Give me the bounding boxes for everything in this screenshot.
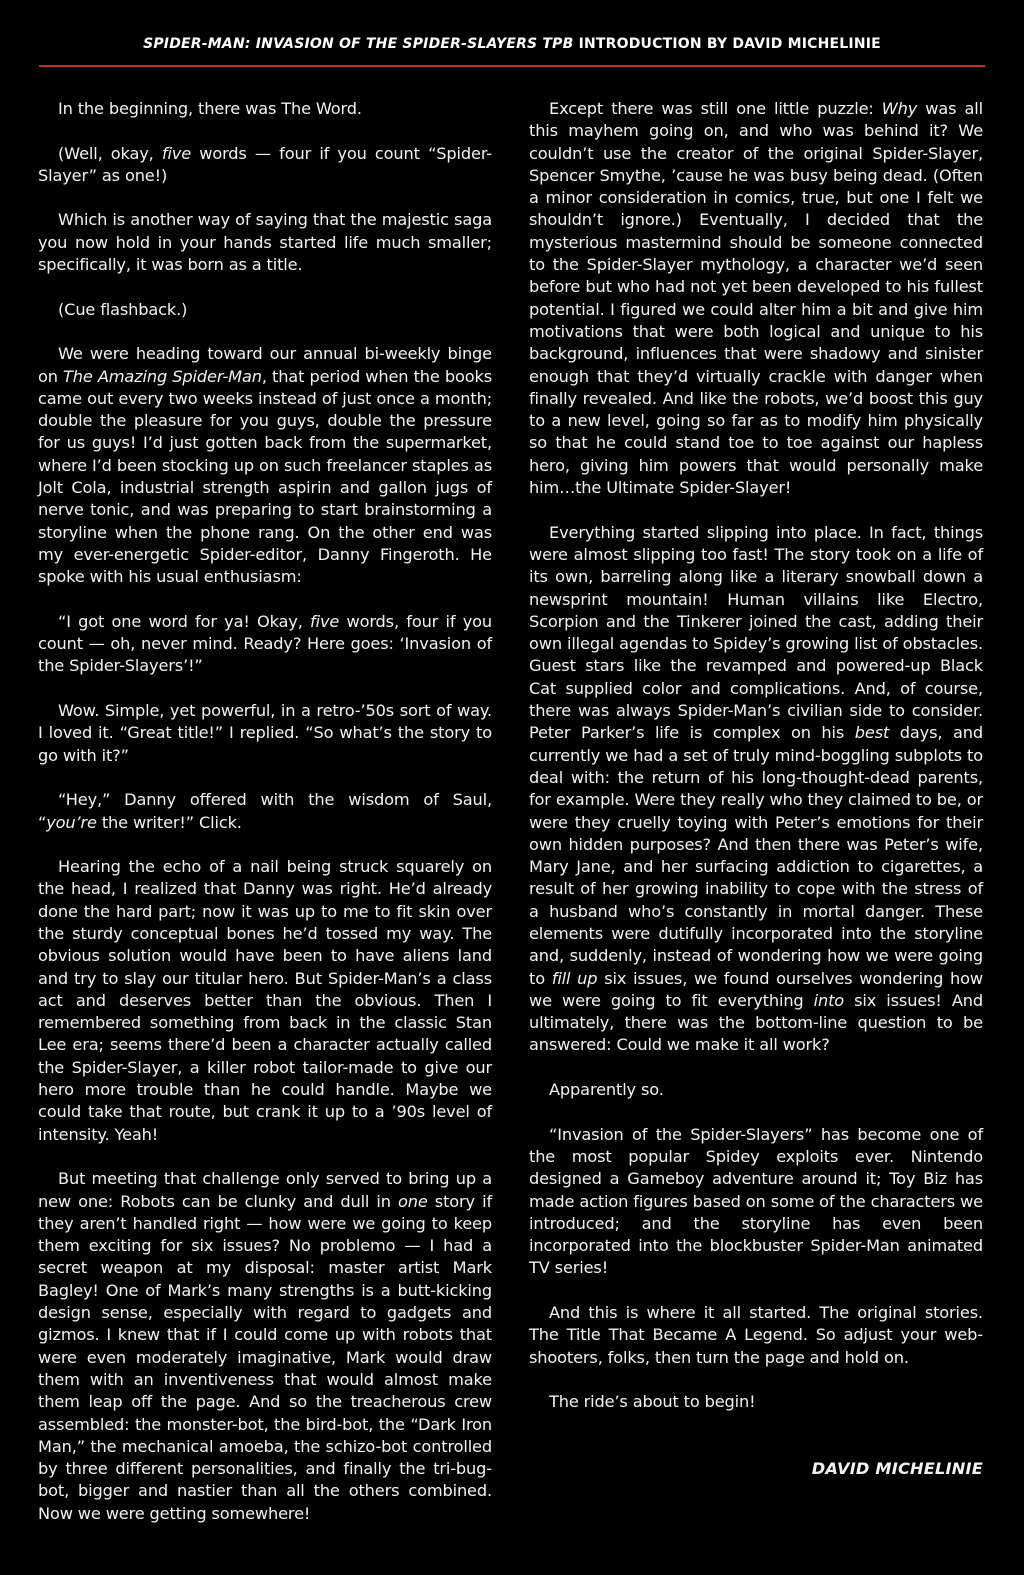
paragraph: Except there was still one little puzzle: Why was all this mayhem going on, and who was behind it? We couldn’t use the creator of the original Spider-Slayer, Spencer Smythe, ’cause he was busy being dead. (Often a minor consideration in comics, true, but one I felt we shouldn’t ignore.) Eventually, I decided that the mysterious mastermind should be someone connected to the Spider-Slayer mythology, a character we’d seen before but who had not yet been developed to his fullest potential. I figured we could alter him a bit and give him motivations that were both logical and unique to his background, influences that were shadowy and sinister enough that they’d virtually crackle with danger when finally revealed. And like the robots, we’d boost this guy to a new level, going so far as to modify him physically so that he could stand toe to toe against our hapless hero, giving him powers that would personally make him…the Ultimate Spider-Slayer! [529, 99, 983, 498]
paragraph: Everything started slipping into place. In fact, things were almost slipping too fast! The story took on a life of its own, barreling along like a literary snowball down a newsprint mountain! Human villains like Electro, Scorpion and the Tinkerer joined the cast, adding their own illegal agendas to Spidey’s growing list of obstacles. Guest stars like the revamped and powered-up Black Cat supplied color and complications. And, of course, there was always Spider-Man’s civilian side to consider. Peter Parker’s life is complex on his best days, and currently we had a set of truly mind-boggling subplots to deal with: the return of his long-thought-dead parents, for example. Were they really who they claimed to be, or were they cruelly toying with Peter’s emotions for their own hidden purposes? And then there was Peter’s wife, Mary Jane, and her surfacing addiction to cigarettes, a result of her growing inability to cope with the stress of a husband who’s constantly in mortal danger. These elements were dutifully incorporated into the storyline and, suddenly, instead of wondering how we were going to fill up six issues, we found ourselves wondering how we were going to fit everything into six issues! And ultimately, there was the bottom-line question to be answered: Could we make it all work? [529, 522, 984, 1055]
intro-credit: INTRODUCTION BY DAVID MICHELINIE [573, 36, 881, 52]
header-divider [39, 65, 985, 67]
paragraph: “Invasion of the Spider-Slayers” has become one of the most popular Spidey exploits ever. Nintendo designed a Gameboy adventure around it; Toy Biz has made action figures based on some of the characters we introduced; and the storyline has even been incorporated into the blockbuster Spider-Man animated TV series! [529, 1124, 983, 1278]
paragraph: The ride’s about to begin! [549, 1392, 756, 1412]
paragraph: And this is where it all started. The original stories. The Title That Became A Legend. So adjust your web-shooters, folks, then turn the page and hold on. [529, 1303, 983, 1367]
paragraph: In the beginning, there was The Word. [58, 99, 362, 118]
paragraph: But meeting that challenge only served to bring up a new one: Robots can be clunky and dull in one story if they aren’t handled right — how were we going to keep them exciting for six issues? No problemo — I had a secret weapon at my disposal: master artist Mark Bagley! One of Mark’s many strengths is a butt-kicking design sense, especially with regard to gadgets and gizmos. I knew that if I could come up with robots that were even moderately imaginative, Mark would draw them with an inventiveness that would almost make them leap off the page. And so the treacherous crew assembled: the monster-bot, the bird-bot, the “Dark Iron Man,” the mechanical amoeba, the schizo-bot controlled by three different personalities, and finally the tri-bug-bot, bigger and nastier than all the others combined. Now we were getting somewhere! [38, 1169, 492, 1523]
paragraph: “Hey,” Danny offered with the wisdom of Saul, “you’re the writer!” Click. [38, 790, 492, 832]
paragraph: Apparently so. [549, 1080, 664, 1100]
left-column [38, 98, 492, 1525]
paragraph: (Well, okay, five words — four if you count “Spider-Slayer” as one!) [38, 143, 492, 185]
paragraph: (Cue flashback.) [58, 299, 188, 319]
page-header [39, 36, 985, 52]
paragraph: “I got one word for ya! Okay, five words, four if you count — oh, never mind. Ready? Here goes: ‘Invasion of the Spider-Slayers’!” [38, 611, 492, 676]
paragraph: Hearing the echo of a nail being struck squarely on the head, I realized that Danny was right. He’d already done the hard part; now it was up to me to fit skin over the sturdy conceptual bones he’d tossed my way. The obvious solution would have been to have aliens land and try to slay our titular hero. But Spider-Man’s a class act and deserves better than the obvious. Then I remembered something from back in the classic Stan Lee era; seems there’d been a character actually called the Spider-Slayer, a killer robot tailor-made to give our hero more trouble than he could handle. Maybe we could take that route, but crank it up to a ’90s level of intensity. Yeah! [38, 857, 492, 1144]
book-title: SPIDER-MAN: INVASION OF THE SPIDER-SLAYERS TPB [143, 36, 574, 52]
paragraph: We were heading toward our annual bi-weekly binge on The Amazing Spider-Man, that period when the books came out every two weeks instead of just once a month; double the pleasure for you guys, double the pressure for us guys! I’d just gotten back from the supermarket, where I’d been stocking up on such freelancer staples as Jolt Cola, industrial strength aspirin and gallon jugs of nerve tonic, and was preparing to start brainstorming a storyline when the phone rang. On the other end was my ever-energetic Spider-editor, Danny Fingeroth. He spoke with his usual enthusiasm: [38, 344, 492, 587]
paragraph: Wow. Simple, yet powerful, in a retro-’50s sort of way. I loved it. “Great title!” I replied. “So what’s the story to go with it?” [38, 701, 492, 765]
paragraph: Which is another way of saying that the majestic saga you now hold in your hands started life much smaller; specifically, it was born as a title. [38, 210, 492, 275]
right-column [529, 98, 983, 1480]
author-signature: DAVID MICHELINIE [811, 1459, 983, 1479]
